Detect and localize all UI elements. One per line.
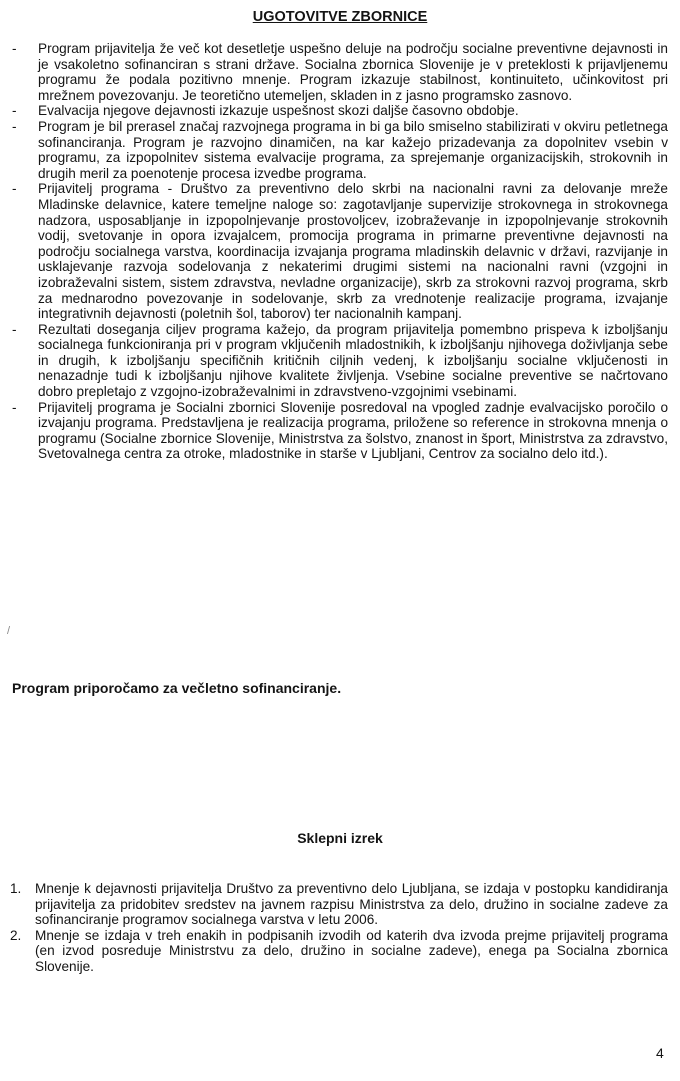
page-number: 4 <box>656 1045 664 1061</box>
finding-text: Program je bil prerasel značaj razvojnega programa in bi ga bilo smiselno stabilizirati v okviru petletnega sofinanciranja. Program je razvojno dinamičen, na kar kažejo prizadevanja za dopolnitev vsebin v programu, za izpopolnitev sistema evalvacije programa, za sprejemanje organizacijskih, strokovnih in drugih meril za poenotenje procesa izvedbe programa. <box>38 118 668 181</box>
item-number: 2. <box>10 927 22 943</box>
bullet-dash: - <box>12 103 17 119</box>
section-title: UGOTOVITVE ZBORNICE <box>252 9 428 25</box>
bullet-dash: - <box>12 399 17 415</box>
finding-text: Evalvacija njegove dejavnosti izkazuje uspešnost skozi daljše časovno obdobje. <box>38 103 519 119</box>
conclusions-list <box>0 881 680 975</box>
scan-artifact-mark: / <box>7 625 11 637</box>
finding-text: Rezultati doseganja ciljev programa kažejo, da program prijavitelja pomembno prispeva k izboljšanju socialnega funkcioniranja pri v program vključenih mladostnikih, k izboljšanju njihovega doživljanja sebe in drugih, k izboljšanju specifičnih kritičnih ciljnih vedenj, k izboljšanju socialne vključenosti in nenazadnje tudi k izboljšanju njihove kvalitete življenja. Vsebine socialne preventive se načrtovano dobro prepletajo z vzgojno-izobraževalnimi in zdravstveno-vzgojnimi vsebinami. <box>38 321 668 400</box>
conclusion-title: Sklepni izrek <box>297 830 383 846</box>
item-number: 1. <box>10 881 22 896</box>
finding-item <box>0 181 680 321</box>
finding-text: Prijavitelj programa je Socialni zbornici Slovenije posredoval na vpogled zadnje evalvacijsko poročilo o izvajanju programa. Predstavljena je realizacija programa, priložene so reference in strokovna mnenja o programu (Socialne zbornice Slovenije, Ministrstva za šolstvo, znanost in šport, Ministrstva za zdravstvo, Svetovalnega centra za otroke, mladostnike in starše v Ljubljani, Centrov za socialno delo itd.). <box>38 399 668 462</box>
finding-item <box>0 322 680 400</box>
recommendation: Program priporočamo za večletno sofinanciranje. <box>12 680 342 696</box>
conclusion-text: Mnenje se izdaja v treh enakih in podpisanih izvodih od katerih dva izvoda prejme prijavitelj programa (en izvod posreduje Ministrstvu za delo, družino in socialne zadeve), enega pa Socialna zbornica Slovenije. <box>35 927 668 974</box>
finding-item <box>0 103 680 119</box>
conclusion-item <box>0 881 680 928</box>
findings-list <box>0 41 680 462</box>
finding-item <box>0 119 680 181</box>
bullet-dash: - <box>12 41 17 56</box>
finding-item <box>0 41 680 103</box>
bullet-dash: - <box>12 181 17 197</box>
bullet-dash: - <box>12 321 17 337</box>
finding-text: Prijavitelj programa - Društvo za preventivno delo skrbi na nacionalni ravni za delovanje mreže Mladinske delavnice, katere temeljne naloge so: zagotavljanje supervizije strokovnega in strokovnega nadzora, usposabljanje in izpopolnjevanje prostovoljcev, izobraževanje in izpopolnjevanje strokovnih vodij, svetovanje in opora izvajalcem, promocija programa in primarne preventivne dejavnosti na področju socialnega varstva, koordinacija izvajanja programa mladinskih delavnic v državi, razvijanje in usklajevanje razvoja sodelovanja z nekaterimi drugimi sistemi na nacionalni ravni (vzgojni in izobraževalni sistem, sistem zdravstva, nevladne organizacije), skrb za strokovni razvoj programa, skrb za mednarodno povezovanje in sodelovanje, skrb za vrednotenje realizacije programa, izvajanje integrativnih dejavnosti (poletnih šol, taborov) ter nacionalnih kampanj. <box>38 181 668 322</box>
conclusion-item <box>0 928 680 975</box>
bullet-dash: - <box>12 118 17 134</box>
conclusion-text: Mnenje k dejavnosti prijavitelja Društvo za preventivno delo Ljubljana, se izdaja v postopku kandidiranja prijavitelja za pridobitev sredstev na javnem razpisu Ministrstva za delo, družino in socialne zadeve za sofinanciranje programov socialnega varstva v letu 2006. <box>35 881 668 928</box>
finding-item <box>0 400 680 462</box>
finding-text: Program prijavitelja že več kot desetletje uspešno deluje na področju socialne preventivne dejavnosti in je vsakoletno sofinanciran s strani države. Socialna zbornica Slovenije je v preteklosti k prijavljenemu programu že podala pozitivno mnenje. Program izkazuje stabilnost, kontinuiteto, učinkovitost pri mrežnem povezovanju. Je teoretično utemeljen, skladen in z jasno programsko zasnovo. <box>38 41 668 103</box>
